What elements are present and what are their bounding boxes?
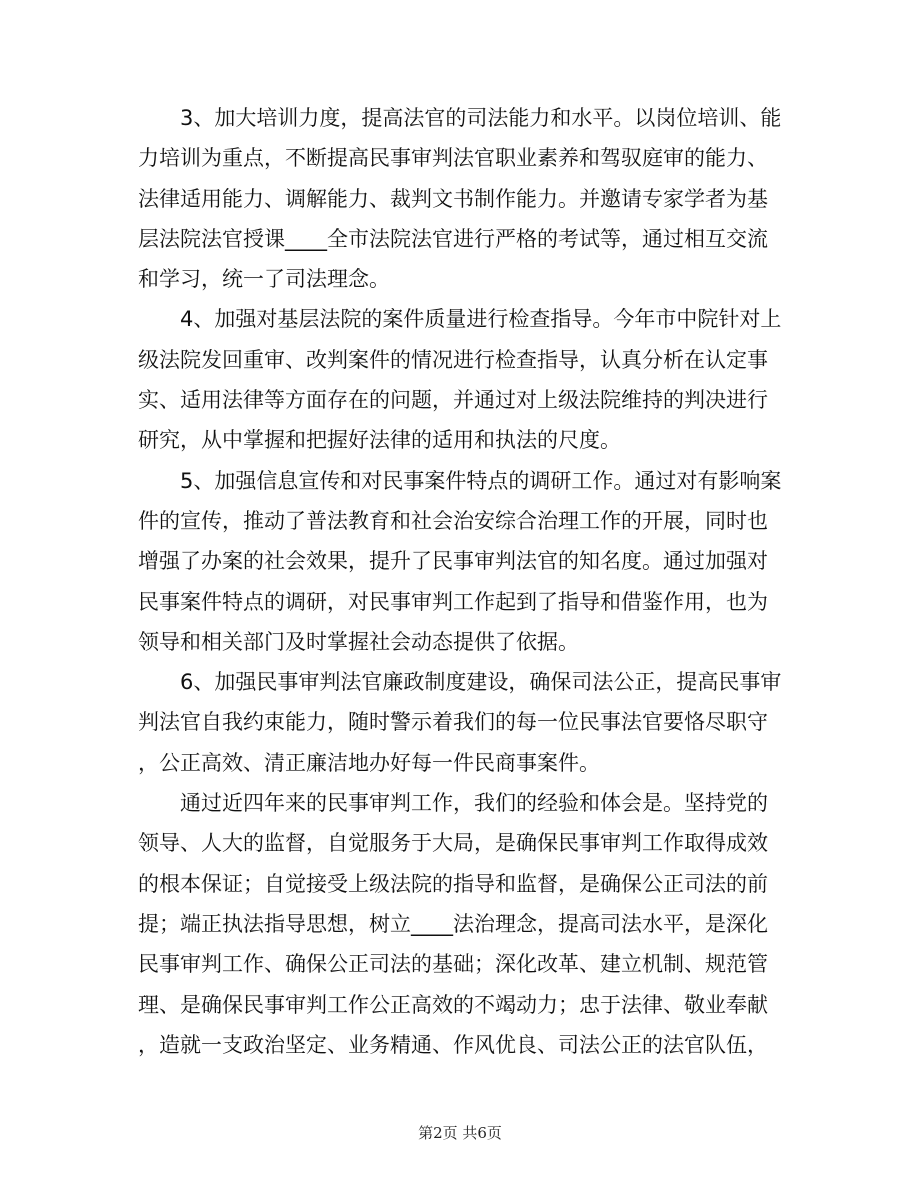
- paragraph-line: 实、适用法律等方面存在的问题，并通过对上级法院维持的判决进行: [138, 388, 768, 413]
- paragraph-line: 4、加强对基层法院的案件质量进行检查指导。今年市中院针对上: [180, 307, 782, 332]
- paragraph-line: 的根本保证；自觉接受上级法院的指导和监督，是确保公正司法的前: [138, 871, 768, 896]
- paragraph-line: 理、是确保民事审判工作公正高效的不竭动力；忠于法律、敬业奉献: [138, 992, 768, 1017]
- paragraph-line: 3、加大培训力度，提高法官的司法能力和水平。以岗位培训、能: [180, 106, 782, 130]
- paragraph-line: 级法院发回重审、改判案件的情况进行检查指导，认真分析在认定事: [138, 347, 768, 372]
- page-number-footer: 第2页 共6页: [418, 1124, 502, 1142]
- paragraph-line: ，造就一支政治坚定、业务精通、作风优良、司法公正的法官队伍，: [138, 1032, 768, 1057]
- paragraph-line: 民事审判工作、确保公正司法的基础；深化改革、建立机制、规范管: [138, 952, 768, 977]
- document-body: [138, 98, 782, 1065]
- paragraph-6: [138, 662, 782, 783]
- paragraph-line: ，公正高效、清正廉洁地办好每一件民商事案件。: [138, 750, 600, 775]
- paragraph-line: 力培训为重点，不断提高民事审判法官职业素养和驾驭庭审的能力、: [138, 146, 768, 171]
- paragraph-3: [138, 98, 782, 299]
- paragraph-line: 增强了办案的社会效果，提升了民事审判法官的知名度。通过加强对: [138, 549, 768, 574]
- paragraph-line: 提；端正执法指导思想，树立____法治理念，提高司法水平，是深化: [138, 911, 768, 936]
- paragraph-line: 件的宣传，推动了普法教育和社会治安综合治理工作的开展，同时也: [138, 508, 768, 533]
- paragraph-line: 6、加强民事审判法官廉政制度建设，确保司法公正，提高民事审: [180, 670, 782, 695]
- paragraph-line: 法律适用能力、调解能力、裁判文书制作能力。并邀请专家学者为基: [138, 186, 768, 211]
- paragraph-summary: [138, 783, 778, 1065]
- paragraph-line: 层法院法官授课____全市法院法官进行严格的考试等，通过相互交流: [138, 226, 768, 251]
- paragraph-line: 领导和相关部门及时掌握社会动态提供了依据。: [138, 629, 579, 654]
- paragraph-line: 研究，从中掌握和把握好法律的适用和执法的尺度。: [138, 428, 621, 453]
- paragraph-5: [138, 461, 782, 662]
- paragraph-line: 领导、人大的监督，自觉服务于大局，是确保民事审判工作取得成效: [138, 831, 768, 856]
- paragraph-line: 民事案件特点的调研，对民事审判工作起到了指导和借鉴作用，也为: [138, 589, 768, 614]
- paragraph-line: 5、加强信息宣传和对民事案件特点的调研工作。通过对有影响案: [180, 468, 782, 493]
- paragraph-line: 判法官自我约束能力，随时警示着我们的每一位民事法官要恪尽职守: [138, 710, 768, 735]
- paragraph-line: 和学习，统一了司法理念。: [138, 267, 390, 292]
- paragraph-line: 通过近四年来的民事审判工作，我们的经验和体会是。坚持党的: [180, 791, 768, 816]
- paragraph-4: [138, 299, 782, 460]
